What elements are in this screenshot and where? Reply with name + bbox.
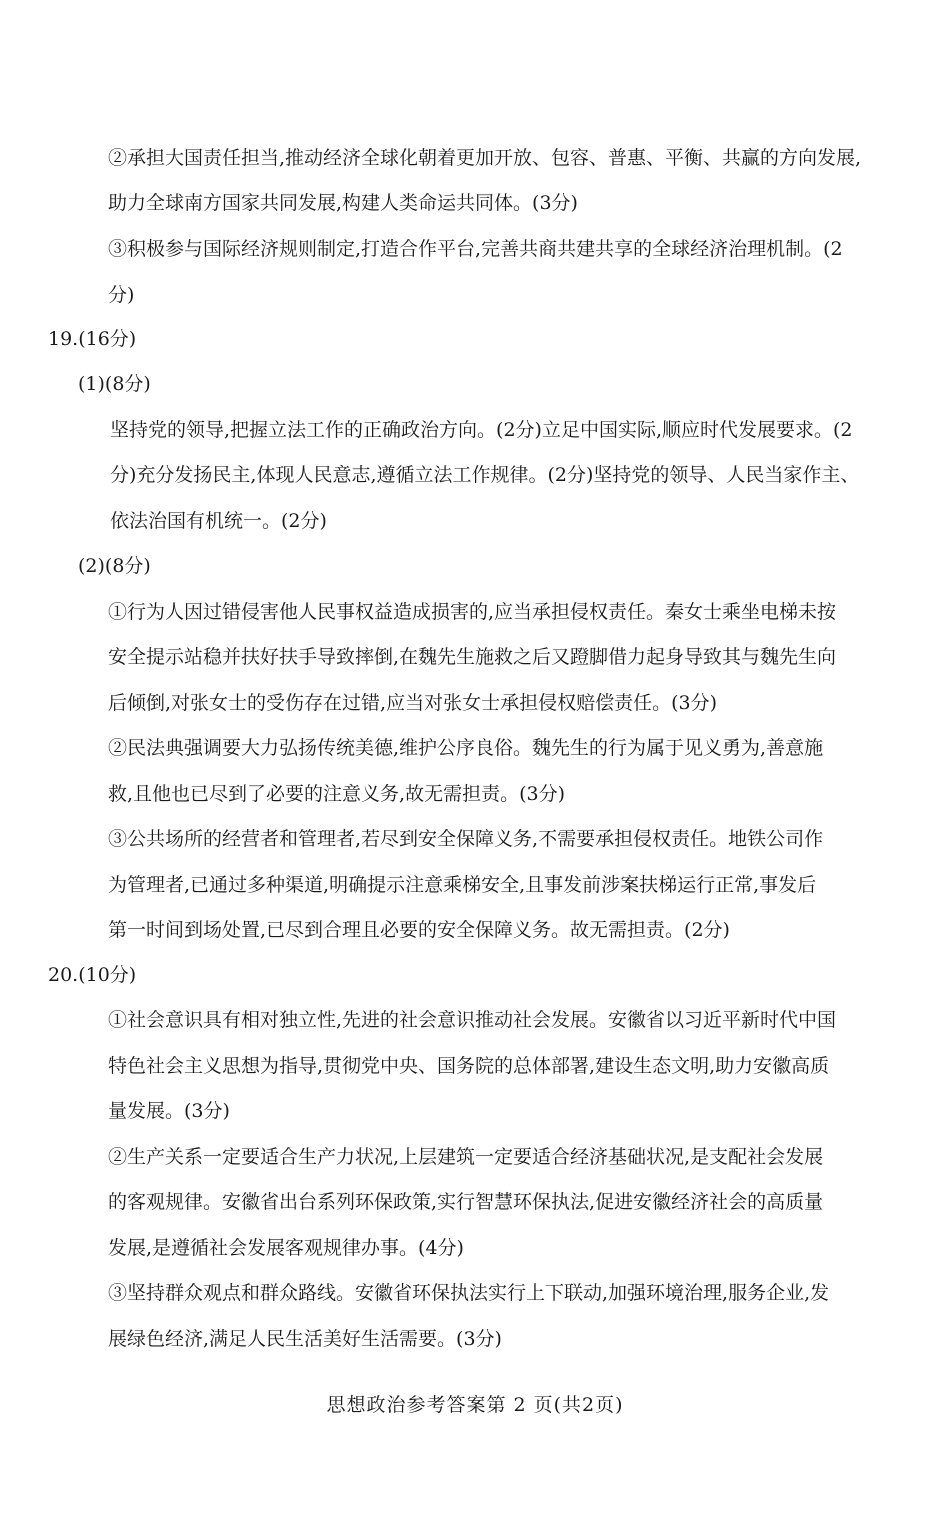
text-line: 第一时间到场处置,已尽到合理且必要的安全保障义务。故无需担责。(2分) (108, 919, 730, 941)
text-line: ①社会意识具有相对独立性,先进的社会意识推动社会发展。安徽省以习近平新时代中国 (108, 1009, 837, 1031)
page-footer: 思想政治参考答案第 2 页(共2页) (326, 1394, 624, 1416)
subquestion-heading: (2)(8分) (78, 555, 151, 577)
subquestion-heading: (1)(8分) (78, 373, 151, 395)
text-line: 为管理者,已通过多种渠道,明确提示注意乘梯安全,且事发前涉案扶梯运行正常,事发后 (108, 874, 817, 896)
text-line: 坚持党的领导,把握立法工作的正确政治方向。(2分)立足中国实际,顺应时代发展要求。(2 (110, 419, 853, 441)
text-line: 展绿色经济,满足人民生活美好生活需要。(3分) (108, 1328, 502, 1350)
text-line: 量发展。(3分) (108, 1100, 230, 1122)
text-line: 助力全球南方国家共同发展,构建人类命运共同体。(3分) (108, 192, 578, 214)
text-line: ③坚持群众观点和群众路线。安徽省环保执法实行上下联动,加强环境治理,服务企业,发 (108, 1282, 830, 1304)
question-heading: 20.(10分) (48, 964, 137, 986)
text-line: 发展,是遵循社会发展客观规律办事。(4分) (108, 1237, 464, 1259)
text-line: ①行为人因过错侵害他人民事权益造成损害的,应当承担侵权责任。秦女士乘坐电梯未按 (108, 601, 837, 623)
text-line: ②民法典强调要大力弘扬传统美德,维护公序良俗。魏先生的行为属于见义勇为,善意施 (108, 737, 824, 759)
text-line: 的客观规律。安徽省出台系列环保政策,实行智慧环保执法,促进安徽经济社会的高质量 (108, 1191, 824, 1213)
text-line: 救,且他也已尽到了必要的注意义务,故无需担责。(3分) (108, 783, 565, 805)
text-line: 依法治国有机统一。(2分) (110, 510, 327, 532)
text-line: 分)充分发扬民主,体现人民意志,遵循立法工作规律。(2分)坚持党的领导、人民当家作主、 (110, 464, 860, 486)
text-line: ③积极参与国际经济规则制定,打造合作平台,完善共商共建共享的全球经济治理机制。(2 (108, 238, 843, 260)
text-line: 安全提示站稳并扶好扶手导致摔倒,在魏先生施救之后又蹬脚借力起身导致其与魏先生向 (108, 646, 837, 668)
question-heading: 19.(16分) (48, 328, 137, 350)
text-line: ③公共场所的经营者和管理者,若尽到安全保障义务,不需要承担侵权责任。地铁公司作 (108, 828, 824, 850)
text-line: 特色社会主义思想为指导,贯彻党中央、国务院的总体部署,建设生态文明,助力安徽高质 (108, 1055, 830, 1077)
text-line: 分) (108, 284, 135, 306)
text-line: 后倾倒,对张女士的受伤存在过错,应当对张女士承担侵权赔偿责任。(3分) (108, 692, 717, 714)
text-line: ②承担大国责任担当,推动经济全球化朝着更加开放、包容、普惠、平衡、共赢的方向发展, (108, 147, 862, 169)
text-line: ②生产关系一定要适合生产力状况,上层建筑一定要适合经济基础状况,是支配社会发展 (108, 1146, 824, 1168)
